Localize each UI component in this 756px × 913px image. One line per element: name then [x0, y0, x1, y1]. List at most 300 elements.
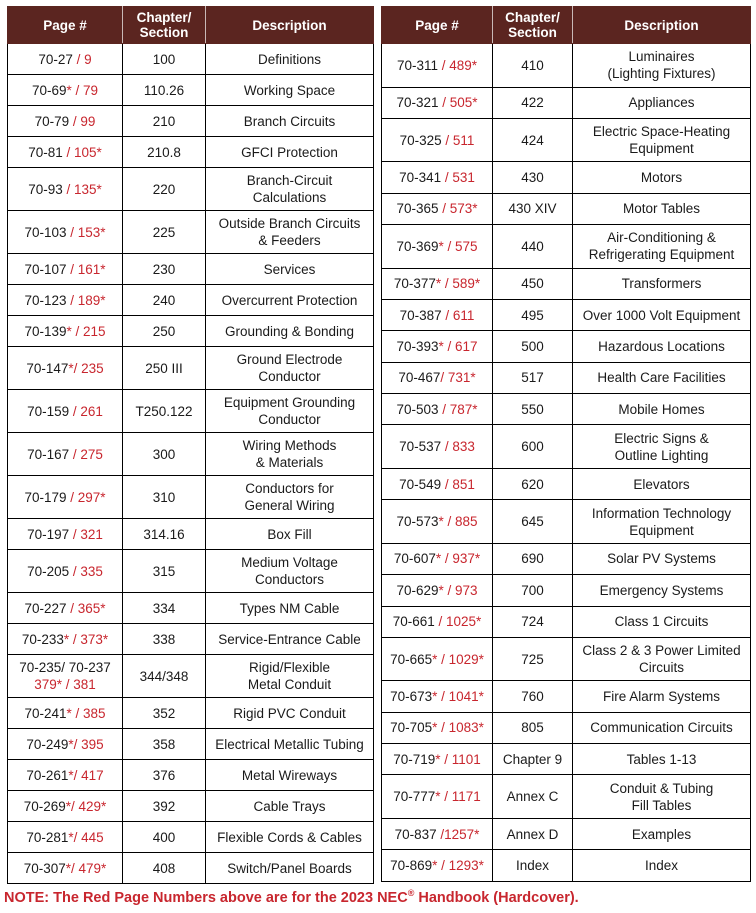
page-number: 70-321 [396, 95, 439, 111]
page-number: 70-325 [399, 132, 442, 148]
page-separator: / [69, 563, 81, 579]
page-number-cell [8, 44, 123, 75]
page-number: 70-281 [26, 829, 69, 845]
page-number: 70-503 [396, 401, 439, 417]
description-cell: Working Space [206, 75, 374, 106]
description-cell: Definitions [206, 44, 374, 75]
table-row [382, 299, 751, 330]
handbook-note [4, 888, 754, 906]
page-number: 70-307 [23, 860, 66, 876]
table-row [382, 394, 751, 425]
page-number-cell [8, 760, 123, 791]
table-row [8, 655, 374, 698]
page-separator: / [441, 276, 453, 292]
chapter-section-cell: 100 [123, 44, 206, 75]
page-number: 70-27 [38, 51, 73, 67]
description-cell: Flexible Cords & Cables [206, 822, 374, 853]
page-number-cell [8, 729, 123, 760]
handbook-page-number: 531 [452, 170, 475, 186]
handbook-page-number: 385 [83, 705, 106, 721]
page-separator: / [66, 292, 78, 308]
chapter-section-cell: 220 [123, 168, 206, 211]
table-row [8, 760, 374, 791]
description-cell: Conductors for General Wiring [206, 476, 374, 519]
chapter-section-cell: 358 [123, 729, 206, 760]
page-number-cell [8, 316, 123, 347]
page-separator: / [437, 858, 449, 874]
table-row [382, 118, 751, 162]
page-number: 70-233 [21, 631, 64, 647]
handbook-mark: * [432, 651, 438, 667]
page-number: 70-139 [24, 323, 67, 339]
page-number-cell [382, 575, 493, 606]
handbook-page-number: 511 [452, 132, 475, 148]
description-cell: Branch-Circuit Calculations [206, 168, 374, 211]
table-row [8, 137, 374, 168]
page-number: 70-69 [31, 82, 67, 98]
chapter-section-cell: 495 [493, 299, 573, 330]
chapter-section-cell: 344/348 [123, 655, 206, 698]
header-page: Page # [382, 7, 493, 44]
page-number-cell [382, 225, 493, 269]
description-cell: Electric Signs & Outline Lighting [573, 425, 751, 469]
table-row [382, 162, 751, 193]
handbook-mark: * [432, 858, 438, 874]
description-cell: Class 1 Circuits [573, 606, 751, 637]
description-cell: Index [573, 850, 751, 882]
page-number-cell [8, 698, 123, 729]
handbook-page-number: 937* [452, 551, 481, 567]
chapter-section-cell: 315 [123, 550, 206, 593]
handbook-page-number: 489* [449, 57, 478, 73]
page-number: 70-673 [390, 689, 433, 705]
page-number: 70-81 [28, 144, 63, 160]
chapter-section-cell: 250 [123, 316, 206, 347]
description-cell: Over 1000 Volt Equipment [573, 299, 751, 330]
page-number-cell [382, 712, 493, 743]
description-cell: Types NM Cable [206, 593, 374, 624]
page-number-cell [8, 137, 123, 168]
table-row [8, 698, 374, 729]
table-row [382, 44, 751, 88]
handbook-mark: * [66, 705, 72, 721]
handbook-page-number: 275 [80, 446, 103, 462]
table-row [382, 712, 751, 743]
description-cell: Solar PV Systems [573, 543, 751, 574]
header-chapter: Chapter/ Section [123, 7, 206, 44]
page-number-cell [8, 106, 123, 137]
page-separator: / [434, 614, 446, 630]
handbook-mark: * [435, 276, 442, 292]
table-row [382, 468, 751, 499]
description-cell: Branch Circuits [206, 106, 374, 137]
table-row [8, 822, 374, 853]
table-row [8, 390, 374, 433]
chapter-section-cell: 210 [123, 106, 206, 137]
handbook-page-number: 1041* [448, 689, 484, 705]
page-number: 70-537 [399, 439, 442, 455]
page-number-cell [382, 500, 493, 544]
page-number: 70-227 [24, 600, 67, 616]
handbook-page-number: 1025* [446, 614, 482, 630]
chapter-section-cell: 410 [493, 44, 573, 88]
handbook-mark: * [65, 860, 71, 876]
page-number: 70-241 [24, 705, 67, 721]
page-number-cell [8, 168, 123, 211]
handbook-mark: * [66, 82, 72, 98]
chapter-section-cell: 408 [123, 853, 206, 884]
handbook-mark: * [432, 720, 438, 736]
chapter-section-cell: Annex C [493, 775, 573, 819]
chapter-section-cell: 310 [123, 476, 206, 519]
page-separator: / [69, 526, 81, 542]
page-separator: / [73, 736, 82, 752]
handbook-page-number: 297* [77, 489, 106, 505]
page-separator: / [71, 860, 79, 876]
page-number: 70-159 [27, 403, 70, 419]
page-number-cell [8, 550, 123, 593]
page-number-cell [382, 394, 493, 425]
handbook-page-number: 1171 [451, 789, 481, 805]
chapter-section-cell: 620 [493, 468, 573, 499]
chapter-section-cell: 690 [493, 543, 573, 574]
description-cell: Fire Alarm Systems [573, 681, 751, 712]
description-cell: Rigid/Flexible Metal Conduit [206, 655, 374, 698]
page-number-cell [8, 285, 123, 316]
handbook-mark: * [438, 582, 444, 598]
page-separator: / [69, 446, 81, 462]
handbook-page-number: 135* [74, 181, 102, 197]
page-separator: / [66, 224, 78, 240]
page-number: 70-269 [23, 798, 66, 814]
handbook-mark: * [68, 767, 74, 783]
description-cell: Services [206, 254, 374, 285]
chapter-section-cell: 314.16 [123, 519, 206, 550]
chapter-section-cell: 550 [493, 394, 573, 425]
chapter-section-cell: 422 [493, 87, 573, 118]
table-row [382, 681, 751, 712]
table-row [8, 211, 374, 254]
description-cell: GFCI Protection [206, 137, 374, 168]
handbook-page-number: 189* [77, 292, 106, 308]
page-number-cell [382, 775, 493, 819]
page-number: 70-387 [399, 307, 442, 323]
handbook-page-number: 787* [449, 401, 478, 417]
page-separator: / [441, 439, 453, 455]
page-number-cell [8, 655, 123, 698]
handbook-page-number: 335 [80, 563, 103, 579]
page-number: 70-377 [393, 276, 436, 292]
page-number-cell [382, 331, 493, 362]
table-row [8, 254, 374, 285]
handbook-mark: * [438, 339, 444, 355]
page-number: 70-249 [26, 736, 69, 752]
chapter-section-cell: Chapter 9 [493, 744, 573, 775]
page-number-cell [382, 193, 493, 224]
reference-table-right [381, 6, 751, 882]
page-number: 70-365 [396, 201, 439, 217]
table-row [382, 744, 751, 775]
page-separator: / [441, 170, 453, 186]
table-row [8, 593, 374, 624]
page-separator: / [437, 689, 449, 705]
page-separator: / [73, 360, 82, 376]
table-row [382, 87, 751, 118]
page-separator: / [441, 132, 453, 148]
description-cell: Wiring Methods & Materials [206, 433, 374, 476]
table-row [382, 575, 751, 606]
table-row [8, 729, 374, 760]
chapter-section-cell: 250 III [123, 347, 206, 390]
page-separator: / [443, 582, 456, 598]
handbook-page-number: 417 [81, 767, 104, 783]
handbook-page-number: 851 [452, 476, 475, 492]
table-row [8, 519, 374, 550]
description-cell: Communication Circuits [573, 712, 751, 743]
page-separator: / [62, 181, 74, 197]
table-row [382, 819, 751, 850]
page-number-cell [382, 468, 493, 499]
page-number-cell [382, 268, 493, 299]
handbook-page-number: 573* [449, 201, 478, 217]
table-row [8, 44, 374, 75]
description-cell: Box Fill [206, 519, 374, 550]
description-cell: Luminaires (Lighting Fixtures) [573, 44, 751, 88]
chapter-section-cell: 376 [123, 760, 206, 791]
page-separator: / [71, 705, 84, 721]
chapter-section-cell: 725 [493, 637, 573, 681]
handbook-page-number: 1101 [451, 751, 481, 767]
page-number: 70-79 [34, 113, 70, 129]
page-number: 70-147 [26, 360, 69, 376]
handbook-page-number: 9 [84, 51, 92, 67]
page-number-cell [8, 75, 123, 106]
page-separator: / [66, 600, 78, 616]
page-separator: / [72, 51, 85, 67]
page-separator: / [443, 238, 456, 254]
description-cell: Tables 1-13 [573, 744, 751, 775]
page-number-cell [382, 850, 493, 882]
description-cell: Emergency Systems [573, 575, 751, 606]
chapter-section-cell: 225 [123, 211, 206, 254]
page-number: 70-629 [396, 582, 439, 598]
handbook-mark: * [68, 829, 74, 845]
page-number: 70-235/ 70-237 [19, 660, 111, 675]
table-row [382, 775, 751, 819]
description-cell: Electrical Metallic Tubing [206, 729, 374, 760]
handbook-page-number: 215 [83, 323, 106, 339]
chapter-section-cell: 110.26 [123, 75, 206, 106]
handbook-page-number: 429* [78, 798, 107, 814]
handbook-mark: * [66, 323, 72, 339]
page-separator: / [438, 57, 450, 73]
table-row [382, 225, 751, 269]
description-cell: Switch/Panel Boards [206, 853, 374, 884]
page-separator: / [441, 476, 453, 492]
page-separator: / [436, 826, 445, 842]
table-row [382, 362, 751, 393]
handbook-page-number: 321 [80, 526, 103, 542]
handbook-page-number: 731* [447, 370, 476, 386]
chapter-section-cell: 805 [493, 712, 573, 743]
description-cell: Appliances [573, 87, 751, 118]
page-separator: / [69, 631, 81, 647]
page-number: 70-341 [399, 170, 442, 186]
page-number: 70-369 [396, 238, 439, 254]
handbook-page-number: 445 [81, 829, 104, 845]
page-number-cell [382, 162, 493, 193]
page-number: 70-123 [24, 292, 67, 308]
handbook-mark: * [65, 798, 71, 814]
handbook-page-number: 105* [74, 144, 102, 160]
description-cell: Elevators [573, 468, 751, 499]
table-row [8, 285, 374, 316]
description-cell: Grounding & Bonding [206, 316, 374, 347]
page-separator: / [440, 789, 452, 805]
reference-table-left [7, 6, 374, 884]
page-separator: / [438, 95, 450, 111]
page-separator: / [437, 720, 449, 736]
table-row [382, 425, 751, 469]
handbook-page-number: 833 [452, 439, 475, 455]
chapter-section-cell: 517 [493, 362, 573, 393]
table-row [382, 850, 751, 882]
page-separator: / [438, 401, 450, 417]
page-separator: / [73, 767, 82, 783]
handbook-page-number: 1293* [448, 858, 484, 874]
handbook-page-number: 373* [80, 631, 109, 647]
handbook-mark: * [435, 751, 441, 767]
header-description: Description [206, 7, 374, 44]
page-number: 70-179 [24, 489, 67, 505]
description-cell: Equipment Grounding Conductor [206, 390, 374, 433]
description-cell: Motors [573, 162, 751, 193]
table-row [382, 268, 751, 299]
table-row [8, 550, 374, 593]
page-number: 70-103 [24, 224, 67, 240]
registered-mark: ® [407, 888, 415, 898]
note-text-end: Handbook (Hardcover). [414, 889, 579, 906]
page-number-cell [8, 347, 123, 390]
page-number: 70-661 [392, 614, 435, 630]
header-description: Description [573, 7, 751, 44]
table-header-row [382, 7, 751, 44]
page-number-cell [382, 425, 493, 469]
page-number: 70-665 [390, 651, 433, 667]
chapter-section-cell: 450 [493, 268, 573, 299]
page-separator: / [440, 370, 448, 386]
handbook-page-number: 365* [77, 600, 106, 616]
note-text: NOTE: The Red Page Numbers above are for the 2023 NEC [4, 889, 408, 906]
page-number: 70-107 [24, 261, 67, 277]
page-number: 70-837 [394, 826, 437, 842]
description-cell: Class 2 & 3 Power Limited Circuits [573, 637, 751, 681]
table-body-right [382, 44, 751, 882]
description-cell: Hazardous Locations [573, 331, 751, 362]
chapter-section-cell: 392 [123, 791, 206, 822]
handbook-page-number: 505* [449, 95, 478, 111]
chapter-section-cell: 600 [493, 425, 573, 469]
table-row [8, 316, 374, 347]
table-row [382, 331, 751, 362]
page-number: 70-549 [399, 476, 442, 492]
handbook-page-number: 611 [452, 307, 475, 323]
page-separator: / [71, 82, 84, 98]
table-row [382, 637, 751, 681]
page-number-cell [8, 519, 123, 550]
description-cell: Conduit & Tubing Fill Tables [573, 775, 751, 819]
description-cell: Overcurrent Protection [206, 285, 374, 316]
page-number-cell [382, 606, 493, 637]
description-cell: Cable Trays [206, 791, 374, 822]
handbook-mark: * [68, 736, 74, 752]
description-cell: Outside Branch Circuits & Feeders [206, 211, 374, 254]
page-separator: / [73, 829, 82, 845]
table-row [8, 853, 374, 884]
page-number-cell [8, 624, 123, 655]
page-number: 70-607 [393, 551, 436, 567]
page-number-cell [382, 543, 493, 574]
handbook-page-number: 589* [452, 276, 481, 292]
chapter-section-cell: 400 [123, 822, 206, 853]
chapter-section-cell: Index [493, 850, 573, 882]
page-number: 70-205 [27, 563, 70, 579]
handbook-page-number: 479* [78, 860, 107, 876]
page-number-cell [8, 853, 123, 884]
description-cell: Rigid PVC Conduit [206, 698, 374, 729]
handbook-page-number: 153* [77, 224, 106, 240]
handbook-page-number: 1257* [444, 826, 480, 842]
page-separator: / [71, 798, 79, 814]
table-row [382, 606, 751, 637]
page-number-cell [8, 822, 123, 853]
page-separator: / [69, 403, 81, 419]
page-number-cell [382, 681, 493, 712]
page-number: 70-311 [396, 57, 438, 73]
page-number: 70-93 [28, 181, 63, 197]
page-number-cell [382, 299, 493, 330]
page-number: 70-467 [398, 370, 441, 386]
handbook-mark: * [432, 689, 438, 705]
page-number: 70-705 [390, 720, 433, 736]
reference-tables [7, 6, 750, 882]
page-number: 70-869 [390, 858, 433, 874]
page-number: 70-167 [27, 446, 70, 462]
page-number: 70-777 [393, 789, 436, 805]
handbook-page-number: 617 [455, 339, 478, 355]
page-number-cell [382, 44, 493, 88]
table-row [382, 500, 751, 544]
handbook-page-number: 1083* [448, 720, 484, 736]
handbook-page-number: 575 [455, 238, 478, 254]
page-number-cell [382, 744, 493, 775]
page-number: 70-573 [396, 514, 439, 530]
chapter-section-cell: 500 [493, 331, 573, 362]
chapter-section-cell: 210.8 [123, 137, 206, 168]
chapter-section-cell: 352 [123, 698, 206, 729]
header-chapter: Chapter/ Section [493, 7, 573, 44]
handbook-mark: * [68, 360, 74, 376]
description-cell: Health Care Facilities [573, 362, 751, 393]
page-separator: / [437, 651, 449, 667]
page-separator: / [441, 551, 453, 567]
page-number: 70-261 [26, 767, 69, 783]
table-row [382, 193, 751, 224]
page-separator: / [443, 514, 456, 530]
description-cell: Examples [573, 819, 751, 850]
page-number-cell [8, 791, 123, 822]
chapter-section-cell: Annex D [493, 819, 573, 850]
